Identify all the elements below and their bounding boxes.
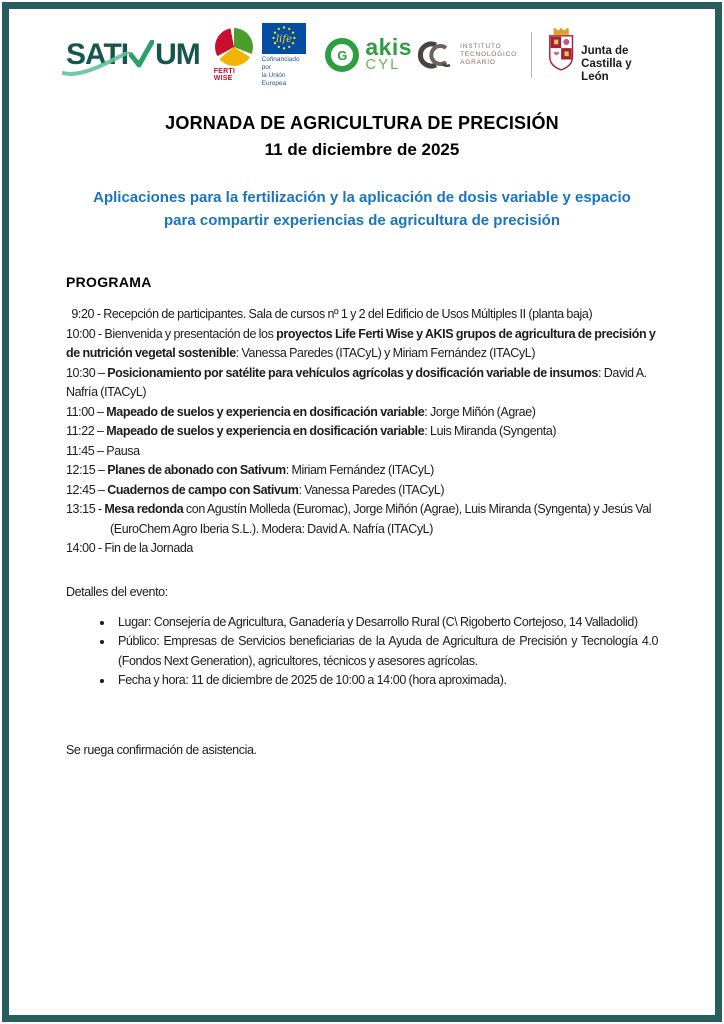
logo-divider [531, 32, 532, 78]
program-item [66, 305, 658, 325]
svg-text:life: life [275, 33, 292, 45]
program-item-topic: proyectos Life Ferti Wise y AKIS grupos de agricultura de precisión y de nutrición vegetal sostenible [66, 326, 659, 360]
event-title: JORNADA DE AGRICULTURA DE PRECISIÓN [165, 113, 559, 133]
ita-spiral-icon [412, 37, 454, 73]
fertiwise-label: FERTI WISE [213, 68, 235, 82]
fertiwise-globe-icon [215, 28, 253, 66]
akis-glyph: G [337, 47, 348, 63]
program-item [66, 325, 658, 364]
program-item-text: 10:30 – [66, 365, 108, 380]
program-item [66, 364, 658, 403]
event-subtitle-line1: Aplicaciones para la fertilización y la aplicación de dosis variable y espacio [93, 189, 631, 206]
program-item-text: : Jorge Miñón (Agrae) [424, 404, 536, 419]
program-item [66, 500, 658, 539]
program-item-text: : Vanessa Paredes (ITACyL) [298, 482, 445, 497]
program-item-text: 12:45 – [66, 482, 108, 497]
program-item-text: 9:20 - Recepción de participantes. Sala de cursos nº 1 y 2 del Edificio de Usos Múltiples II (planta baja) [66, 307, 593, 321]
detail-bullet: • Lugar: Consejería de Agricultura, Ganadería y Desarrollo Rural (C\ Rigoberto Cortejoso, 14 Valladolid) [114, 613, 658, 633]
sativum-logo-text-pre: SATI [66, 38, 129, 71]
akis-wordmark [365, 34, 413, 73]
junta-line1: Junta de [581, 44, 629, 57]
details-list [66, 613, 658, 691]
detail-bullet: • Público: Empresas de Servicios beneficiarias de la Ayuda de Agricultura de Precisión y Tecnología 4.0 (Fondos Next Generation), agricultores, técnicos y asesores agrícolas. [114, 632, 658, 671]
sativum-logo-text-post: UM [155, 38, 200, 71]
program-item-text: 11:00 – [66, 404, 107, 419]
eu-caption-line2: la Unión Europea [261, 71, 287, 87]
eu-life-logo [262, 23, 310, 88]
program-list [66, 305, 658, 559]
akis-ring-icon [325, 38, 359, 72]
event-subtitle-line2: para compartir experiencias de agricultura de precisión [164, 212, 560, 229]
akis-name: akis [365, 34, 413, 60]
program-item-text: : Vanessa Paredes (ITACyL) y Miriam Fernández (ITACyL) [235, 346, 536, 360]
program-item-topic: Planes de abonado con Sativum [107, 463, 286, 477]
event-subtitle [66, 186, 658, 232]
event-date: 11 de diciembre de 2025 [264, 140, 460, 159]
junta-line2: Castilla y León [581, 57, 632, 83]
program-item-text: : Luis Miranda (Syngenta) [424, 424, 557, 438]
details-heading: Detalles del evento: [66, 584, 168, 599]
program-item-text: 14:00 - Fin de la Jornada [66, 541, 193, 555]
program-item-topic: Mapeado de suelos y experiencia en dosificación variable [106, 424, 425, 438]
ita-line1: INSTITUTO [460, 43, 502, 50]
program-item-topic: Cuadernos de campo con Sativum [107, 482, 299, 497]
ita-line2: TECNOLÓGICO [460, 51, 517, 58]
program-item [66, 422, 658, 442]
sativum-logo [66, 38, 200, 72]
program-item-topic: Mapeado de suelos y experiencia en dosificación variable [106, 404, 425, 419]
program-item-topic: Mesa redonda [104, 502, 184, 516]
program-item-text: : David A. Nafría (ITACyL) [66, 365, 650, 399]
program-item [66, 403, 658, 423]
akis-cyl-logo [325, 34, 413, 73]
program-item [66, 481, 658, 501]
junta-logo [546, 27, 658, 84]
program-item-topic: Posicionamiento por satélite para vehículos agrícolas y dosificación variable de insumos [107, 365, 599, 380]
ita-text [460, 43, 517, 67]
fertiwise-logo [214, 28, 254, 82]
eu-life-caption [262, 56, 310, 88]
program-item-text: 13:15 - [66, 502, 105, 516]
junta-shield-icon [546, 27, 576, 73]
sativum-check-icon [129, 40, 154, 68]
detail-bullet: • Fecha y hora: 11 de diciembre de 2025 de 10:00 a 14:00 (hora aproximada). [114, 671, 658, 691]
program-item-text: 11:22 – [66, 424, 107, 438]
eu-life-flag-icon [262, 23, 306, 54]
rsvp-note: Se ruega confirmación de asistencia. [66, 742, 257, 757]
program-item [66, 539, 658, 559]
program-heading: PROGRAMA [66, 274, 152, 290]
program-item [66, 442, 658, 462]
program-item [66, 461, 658, 481]
ita-line3: AGRARIO [460, 59, 496, 66]
program-item-text: 12:15 – [66, 463, 108, 477]
program-item-text: : Miriam Fernández (ITACyL) [285, 463, 434, 477]
ita-logo [412, 37, 517, 73]
junta-text [581, 45, 658, 84]
program-item-text: 11:45 – Pausa [66, 443, 140, 458]
akis-region: CYL [365, 56, 401, 73]
page-content [9, 9, 715, 1015]
logo-bar [66, 25, 658, 85]
title-block [66, 113, 658, 160]
program-item-text: con Agustín Molleda (Euromac), Jorge Miñón (Agrae), Luis Miranda (Syngenta) y Jesús Val (EuroChem Agro Iberia S.L.). Modera: David A. Nafría (ITACyL) [110, 502, 654, 536]
program-item-text: 10:00 - Bienvenida y presentación de los [66, 326, 277, 341]
eu-caption-line1: Cofinanciado por [261, 55, 300, 71]
